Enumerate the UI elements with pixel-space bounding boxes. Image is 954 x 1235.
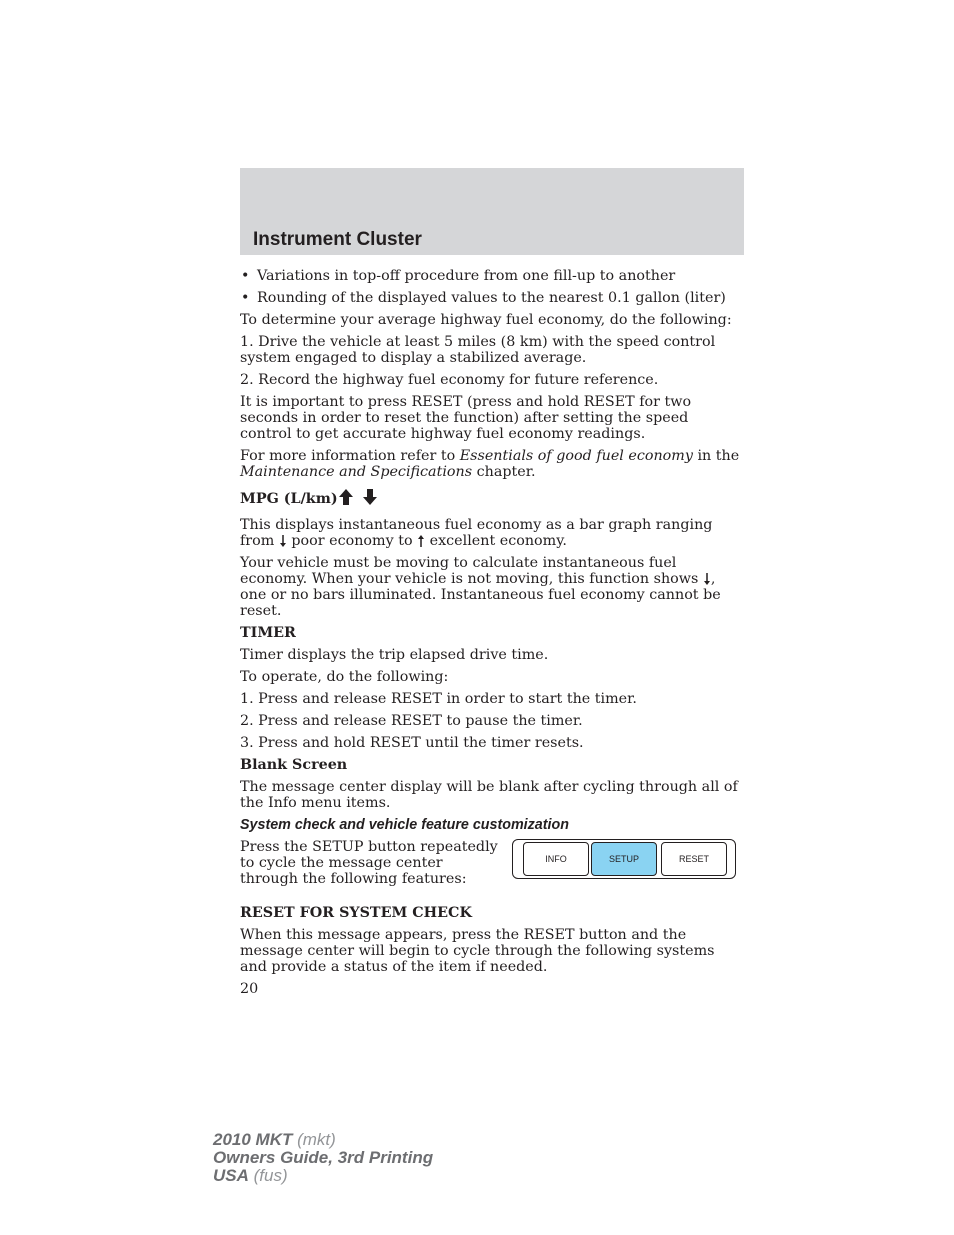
section-title: Instrument Cluster	[253, 229, 422, 250]
arrow-up-icon	[338, 488, 354, 506]
blank-screen-heading: Blank Screen	[240, 757, 348, 773]
footer-line	[213, 1131, 433, 1149]
step-item: 2. Record the highway fuel economy for future reference.	[240, 372, 659, 388]
italic-reference: Maintenance and Specifications	[240, 464, 473, 480]
section-header	[240, 168, 744, 255]
arrow-down-small-icon	[279, 534, 287, 548]
paragraph: The message center display will be blank after cycling through all of the Info menu items.	[240, 779, 738, 811]
document-footer	[213, 1131, 433, 1185]
text-run: poor economy to	[286, 533, 418, 549]
mpg-heading-text: MPG (L/km)	[240, 491, 338, 507]
step-item: 1. Drive the vehicle at least 5 miles (8 km) with the speed control system engaged to display a stabilized average.	[240, 334, 716, 366]
footer-model: 2010 MKT	[213, 1130, 293, 1149]
footer-market: USA	[213, 1166, 249, 1185]
paragraph: Press the SETUP button repeatedly to cycle the message center through the following features:	[240, 839, 498, 887]
arrow-down-icon	[362, 488, 378, 506]
paragraph: It is important to press RESET (press and hold RESET for two seconds in order to reset the function) after setting the speed control to get accurate highway fuel economy readings.	[240, 394, 692, 442]
mpg-paragraph	[240, 517, 740, 549]
paragraph: To operate, do the following:	[240, 669, 449, 685]
page-number: 20	[240, 981, 259, 997]
text-run: excellent economy.	[425, 533, 567, 549]
footer-line	[213, 1167, 433, 1185]
more-info-paragraph	[240, 448, 740, 480]
timer-heading: TIMER	[240, 625, 296, 641]
bullet-item: • Variations in top-off procedure from one fill-up to another	[240, 268, 740, 284]
paragraph: Timer displays the trip elapsed drive time.	[240, 647, 549, 663]
italic-reference: Essentials of good fuel economy	[459, 448, 693, 464]
system-check-heading: System check and vehicle feature customization	[240, 817, 569, 833]
text-run: chapter.	[472, 464, 536, 480]
step-item: 2. Press and release RESET to pause the timer.	[240, 713, 583, 729]
text-run: This displays instantaneous fuel economy as a bar graph ranging from	[240, 517, 713, 549]
paragraph: When this message appears, press the RESET button and the message center will begin to cycle through the following systems and provide a status of the item if needed.	[240, 927, 715, 975]
footer-edition: Owners Guide, 3rd Printing	[213, 1148, 434, 1167]
arrow-down-small-icon	[703, 572, 711, 586]
text-run: , one or no bars illuminated. Instantaneous fuel economy cannot be reset.	[240, 571, 721, 619]
message-center-button-panel	[512, 839, 736, 879]
setup-button: SETUP	[591, 842, 657, 876]
text-run: For more information refer to	[240, 448, 460, 464]
footer-market-code: (fus)	[248, 1166, 288, 1185]
footer-model-code: (mkt)	[292, 1130, 336, 1149]
page-content	[240, 268, 740, 1003]
reset-button: RESET	[661, 842, 727, 876]
mpg-paragraph	[240, 555, 740, 619]
step-item: 1. Press and release RESET in order to start the timer.	[240, 691, 637, 707]
setup-row	[240, 839, 740, 905]
arrow-up-small-icon	[417, 534, 425, 548]
bullet-item: • Rounding of the displayed values to the nearest 0.1 gallon (liter)	[240, 290, 740, 306]
text-run: in the	[692, 448, 740, 464]
step-item: 3. Press and hold RESET until the timer resets.	[240, 735, 584, 751]
paragraph: To determine your average highway fuel economy, do the following:	[240, 312, 732, 328]
mpg-heading	[240, 488, 740, 507]
reset-check-heading: RESET FOR SYSTEM CHECK	[240, 905, 472, 921]
footer-line	[213, 1149, 433, 1167]
text-run: Your vehicle must be moving to calculate instantaneous fuel economy. When your vehicle is not moving, this function shows	[240, 555, 703, 587]
info-button: INFO	[523, 842, 589, 876]
